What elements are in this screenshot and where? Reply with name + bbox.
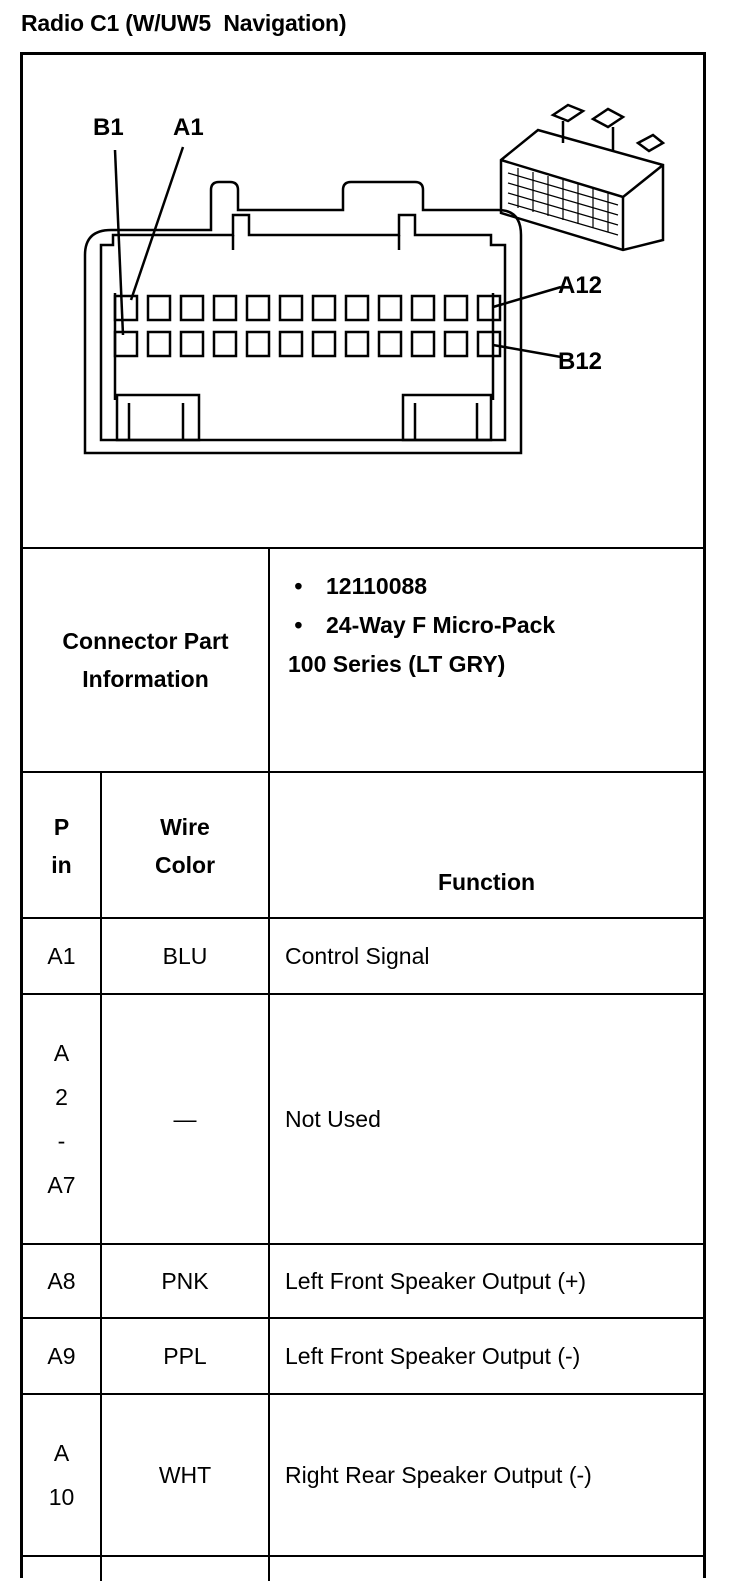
row5-function: Right Rear Speaker Output (-) [285, 1461, 592, 1488]
row4-color: PPL [163, 1342, 207, 1369]
pin-b-cavity-12 [478, 332, 500, 356]
label-a1: A1 [173, 114, 204, 141]
row5-pin-line1: A [53, 1440, 70, 1466]
pin-b-cavity-9 [379, 332, 401, 356]
row2-pin-line1: A [53, 1040, 70, 1066]
row2-pin-line2: 2 [55, 1084, 68, 1110]
bullet-icon: • [288, 573, 303, 599]
pin-a-cavity-8 [346, 296, 368, 320]
pin-b-cavity-2 [148, 332, 170, 356]
header-pin-line1: P [53, 814, 70, 840]
row3-color: PNK [161, 1267, 209, 1294]
pin-a-cavity-7 [313, 296, 335, 320]
row4-function: Left Front Speaker Output (-) [285, 1342, 581, 1369]
row1-function: Control Signal [285, 942, 430, 969]
pin-a-cavity-6 [280, 296, 302, 320]
connector-diagram [23, 55, 703, 550]
row1-pin: A1 [47, 942, 76, 969]
pin-a-cavity-2 [148, 296, 170, 320]
row3-pin: A8 [47, 1267, 76, 1294]
pin-a-cavity-5 [247, 296, 269, 320]
row2-pin-line3: - [57, 1128, 66, 1154]
pin-b-cavity-10 [412, 332, 434, 356]
pin-a-cavity-10 [412, 296, 434, 320]
connector-series: 100 Series (LT GRY) [288, 651, 506, 677]
label-b12: B12 [558, 348, 603, 375]
housing-inner [101, 215, 505, 440]
pin-row-a [115, 296, 500, 320]
pin-b-cavity-6 [280, 332, 302, 356]
header-color-line2: Color [154, 852, 216, 878]
bullet-icon: • [288, 612, 303, 638]
header-pin [23, 773, 100, 919]
part-number: 12110088 [326, 573, 428, 599]
row3-function: Left Front Speaker Output (+) [285, 1267, 587, 1294]
connector-info-heading [23, 549, 268, 771]
row2-function: Not Used [285, 1105, 381, 1132]
pin-a-cavity-11 [445, 296, 467, 320]
divider [23, 1555, 703, 1557]
header-function: Function [437, 868, 536, 895]
connector-info-values [288, 567, 555, 684]
pin-a-cavity-12 [478, 296, 500, 320]
row2-pin [23, 995, 100, 1243]
pin-a-cavity-4 [214, 296, 236, 320]
pin-a-cavity-1 [115, 296, 137, 320]
connector-heading-line2: Information [82, 666, 209, 692]
pin-b-cavity-3 [181, 332, 203, 356]
row4-pin: A9 [47, 1342, 76, 1369]
header-wire-color [102, 773, 268, 919]
pin-row-b [115, 332, 500, 356]
row1-color: BLU [162, 942, 208, 969]
row5-color: WHT [158, 1461, 212, 1488]
pin-b-cavity-11 [445, 332, 467, 356]
connector-table [20, 52, 706, 1578]
pin-b-cavity-8 [346, 332, 368, 356]
pin-a-cavity-3 [181, 296, 203, 320]
label-b1: B1 [93, 114, 124, 141]
page-title: Radio C1 (W/UW5 Navigation) [21, 10, 347, 36]
row2-pin-line4: A7 [47, 1172, 76, 1198]
row5-pin [23, 1395, 100, 1555]
pin-b-cavity-4 [214, 332, 236, 356]
pin-b-cavity-5 [247, 332, 269, 356]
pin-a-cavity-9 [379, 296, 401, 320]
pin-b-cavity-1 [115, 332, 137, 356]
pin-b-cavity-7 [313, 332, 335, 356]
connector-heading-line1: Connector Part [62, 628, 229, 654]
row5-pin-line2: 10 [48, 1484, 75, 1510]
label-a12: A12 [558, 272, 603, 299]
header-pin-line2: in [51, 852, 72, 878]
header-color-line1: Wire [160, 814, 210, 840]
row2-color: — [173, 1105, 197, 1132]
connector-description: 24-Way F Micro-Pack [326, 612, 556, 638]
